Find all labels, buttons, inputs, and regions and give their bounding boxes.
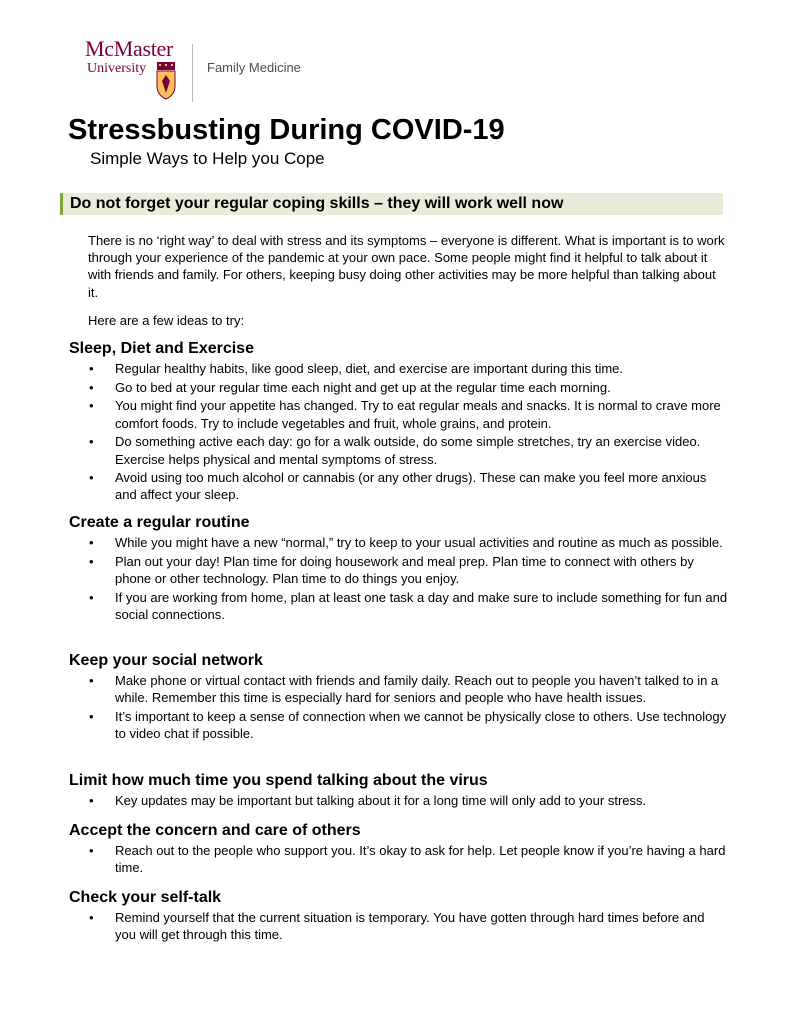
page-title: Stressbusting During COVID-19 [68, 114, 505, 146]
page-subtitle: Simple Ways to Help you Cope [90, 149, 325, 168]
logo-wordmark: McMaster [85, 36, 174, 61]
bullet-list-social-network [88, 672, 728, 744]
university-crest-icon [156, 62, 176, 100]
list-item: • Go to bed at your regular time each night and get up at the regular time each morning. [88, 379, 728, 396]
bullet-list-limit-virus-talk [88, 792, 728, 811]
list-item: • Plan out your day! Plan time for doing housework and meal prep. Plan time to connect with others by phone or other technology. Plan time to do things you enjoy. [88, 553, 728, 587]
list-item: • Reach out to the people who support you. It’s okay to ask for help. Let people know if you’re having a hard time. [88, 842, 728, 876]
bullet-list-sleep-diet-exercise [88, 360, 728, 505]
list-item: • Do something active each day: go for a walk outside, do some simple stretches, try an exercise video. Exercise helps physical and mental symptoms of stress. [88, 433, 728, 467]
logo-divider [192, 44, 193, 102]
list-item: • You might find your appetite has changed. Try to eat regular meals and snacks. It is normal to crave more comfort foods. Try to include vegetables and fruit, whole grains, and protein. [88, 397, 728, 431]
list-item: • Remind yourself that the current situation is temporary. You have gotten through hard times before and you will get through this time. [88, 909, 728, 943]
list-item: • Avoid using too much alcohol or cannabis (or any other drugs). These can make you feel more anxious and affect your sleep. [88, 469, 728, 503]
list-item: • Key updates may be important but talking about it for a long time will only add to your stress. [88, 792, 728, 809]
header [85, 38, 385, 102]
section-title-self-talk: Check your self-talk [69, 889, 222, 906]
list-item: • Regular healthy habits, like good sleep, diet, and exercise are important during this time. [88, 360, 728, 377]
intro-paragraph: There is no ‘right way’ to deal with stress and its symptoms – everyone is different. What is important is to work through your experience of the pandemic at your own pace. Some people might find it helpful to talk about it with friends and family. For others, keeping busy doing other activities may be more helpful than talking about it. [88, 233, 725, 300]
section-title-limit-virus-talk: Limit how much time you spend talking about the virus [69, 772, 488, 789]
section-title-sleep-diet-exercise: Sleep, Diet and Exercise [69, 340, 254, 357]
section-title-accept-care: Accept the concern and care of others [69, 822, 361, 839]
list-item: • While you might have a new “normal,” try to keep to your usual activities and routine as much as possible. [88, 534, 728, 551]
bullet-list-regular-routine [88, 534, 728, 625]
bullet-list-self-talk [88, 909, 728, 945]
list-item: • It’s important to keep a sense of connection when we cannot be physically close to others. Use technology to video chat if possible. [88, 708, 728, 742]
banner-text: Do not forget your regular coping skills – they will work well now [70, 195, 564, 212]
ideas-lead: Here are a few ideas to try: [88, 313, 245, 328]
logo-university-text: University [87, 61, 147, 76]
section-title-regular-routine: Create a regular routine [69, 514, 250, 531]
list-item: • If you are working from home, plan at least one task a day and make sure to include something for fun and social connections. [88, 589, 728, 623]
department-name: Family Medicine [207, 60, 301, 75]
list-item: • Make phone or virtual contact with friends and family daily. Reach out to people you haven’t talked to in a while. Remember this time is especially hard for seniors and people who have health issues. [88, 672, 728, 706]
section-title-social-network: Keep your social network [69, 652, 263, 669]
section-banner [60, 193, 723, 215]
bullet-list-accept-care [88, 842, 728, 878]
